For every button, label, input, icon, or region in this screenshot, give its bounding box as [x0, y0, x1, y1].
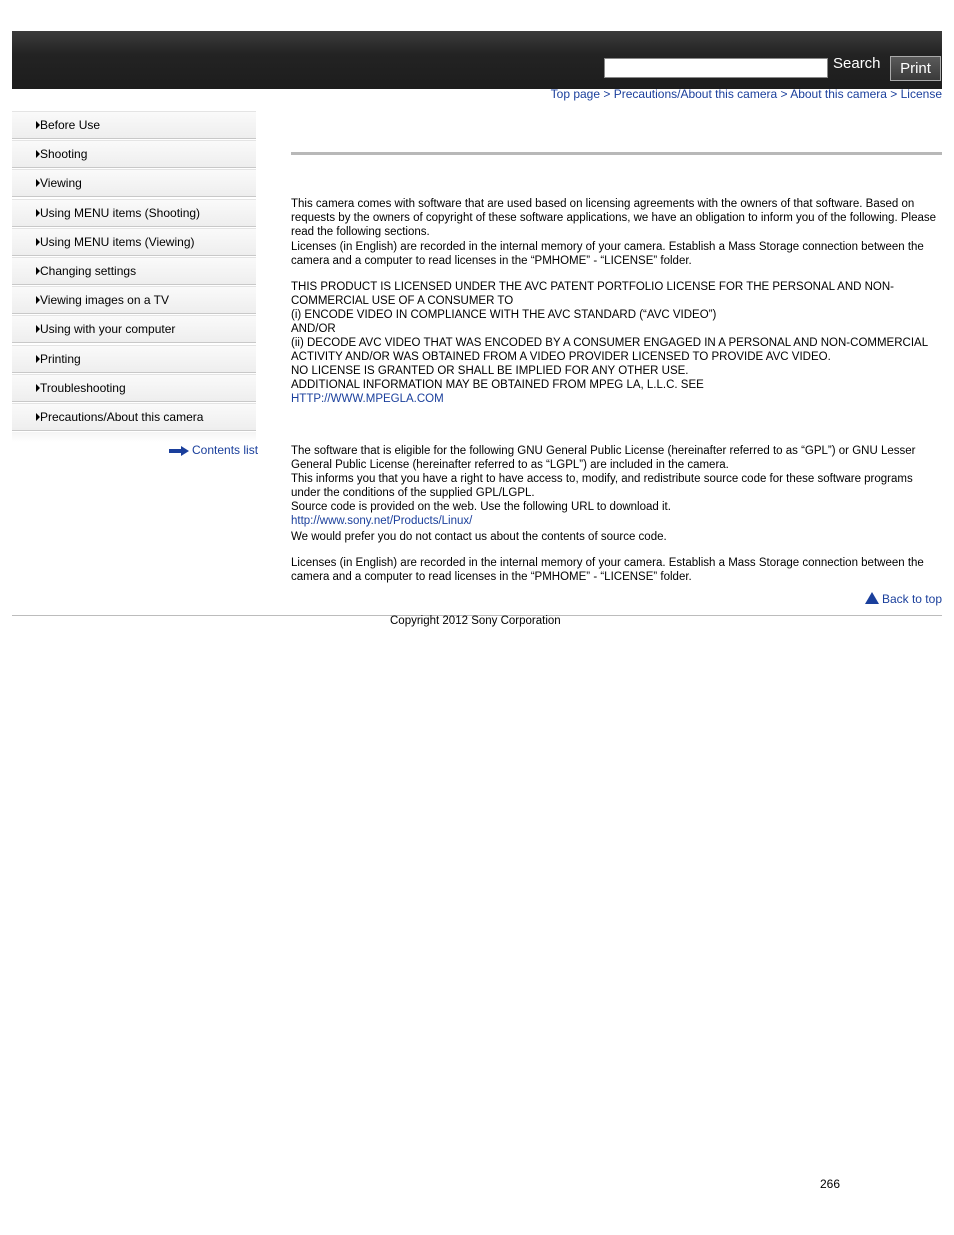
- sidebar-item-label: Viewing images on a TV: [40, 293, 169, 308]
- breadcrumb-precautions[interactable]: Precautions/About this camera: [613, 87, 778, 101]
- breadcrumb-top-page[interactable]: Top page: [550, 87, 601, 101]
- sidebar-item-changing-settings[interactable]: [12, 257, 256, 285]
- contents-list-link[interactable]: [169, 443, 258, 457]
- sidebar-item-viewing[interactable]: [12, 169, 256, 197]
- gpl-intro-text: The software that is eligible for the following GNU General Public License (hereinafter referred to as “GPL”) or GNU Lesser General Public License (hereinafter referred to as “LGPL”) are included in the camera.: [291, 445, 916, 471]
- gpl-rights-text: This informs you that you have a right to have access to, modify, and redistribute source code for these software programs under the conditions of the supplied GPL/LGPL.: [291, 473, 913, 499]
- gpl-license-location-text: Licenses (in English) are recorded in the internal memory of your camera. Establish a Mass Storage connection between the camera and a computer to read licenses in the “PMHOME” - “LICENSE” folder.: [291, 557, 924, 583]
- breadcrumb-separator: >: [603, 87, 611, 101]
- sidebar-item-troubleshooting[interactable]: [12, 374, 256, 402]
- breadcrumb: [551, 87, 942, 101]
- sidebar-item-menu-shooting[interactable]: [12, 199, 256, 227]
- page-number: 266: [820, 1177, 841, 1191]
- avc-andor-text: AND/OR: [291, 323, 336, 335]
- sony-linux-link[interactable]: http://www.sony.net/Products/Linux/: [291, 515, 473, 527]
- sidebar-item-label: Changing settings: [40, 263, 137, 278]
- sidebar-item-viewing-tv[interactable]: [12, 286, 256, 314]
- breadcrumb-separator: >: [780, 87, 788, 101]
- sidebar-nav: [12, 111, 256, 442]
- intro-license-paragraph: Licenses (in English) are recorded in the internal memory of your camera. Establish a Mass Storage connection between the camera and a computer to read licenses in the “PMHOME” - “LICENSE” folder.: [291, 241, 924, 267]
- back-to-top-label: Back to top: [881, 592, 942, 606]
- sidebar-item-label: Troubleshooting: [40, 380, 126, 395]
- sidebar-item-printing[interactable]: [12, 345, 256, 373]
- avc-no-license-text: NO LICENSE IS GRANTED OR SHALL BE IMPLIED FOR ANY OTHER USE.: [291, 365, 689, 377]
- title-divider: [291, 152, 942, 155]
- avc-decode-text: (ii) DECODE AVC VIDEO THAT WAS ENCODED BY A CONSUMER ENGAGED IN A PERSONAL AND NON-COMMERCIAL ACTIVITY AND/OR WAS OBTAINED FROM A VIDEO PROVIDER LICENSED TO PROVIDE AVC VIDEO.: [291, 337, 928, 363]
- sidebar-item-before-use[interactable]: [12, 111, 256, 139]
- sidebar-item-menu-viewing[interactable]: [12, 228, 256, 256]
- avc-encode-text: (i) ENCODE VIDEO IN COMPLIANCE WITH THE AVC STANDARD (“AVC VIDEO”): [291, 309, 717, 321]
- copyright-text: Copyright 2012 Sony Corporation: [390, 615, 561, 627]
- breadcrumb-separator: >: [890, 87, 898, 101]
- arrow-right-icon: [169, 446, 189, 456]
- contents-list-label: Contents list: [192, 443, 259, 457]
- gpl-contact-text: We would prefer you do not contact us about the contents of source code.: [291, 531, 667, 543]
- avc-license-text: THIS PRODUCT IS LICENSED UNDER THE AVC PATENT PORTFOLIO LICENSE FOR THE PERSONAL AND NON-COMMERCIAL USE OF A CONSUMER TO: [291, 281, 895, 307]
- sidebar-item-computer[interactable]: [12, 315, 256, 343]
- sidebar-item-label: Using MENU items (Viewing): [40, 234, 195, 249]
- breadcrumb-about-camera[interactable]: About this camera: [790, 87, 887, 101]
- sidebar-item-label: Using MENU items (Shooting): [40, 205, 201, 220]
- sidebar-footer: [12, 432, 256, 442]
- breadcrumb-license[interactable]: License: [900, 87, 942, 101]
- avc-additional-info-text: ADDITIONAL INFORMATION MAY BE OBTAINED FROM MPEG LA, L.L.C. SEE: [291, 379, 704, 391]
- mpegla-link[interactable]: HTTP://WWW.MPEGLA.COM: [291, 393, 444, 405]
- sidebar-item-label: Shooting: [40, 147, 88, 162]
- gpl-source-text: Source code is provided on the web. Use the following URL to download it.: [291, 501, 671, 513]
- sidebar-item-label: Printing: [40, 351, 81, 366]
- sidebar-item-label: Before Use: [40, 118, 101, 132]
- sidebar-item-label: Using with your computer: [40, 322, 176, 337]
- sidebar-item-shooting[interactable]: [12, 140, 256, 168]
- back-to-top-link[interactable]: [865, 592, 942, 606]
- triangle-up-icon: [865, 592, 879, 604]
- print-button[interactable]: Print: [890, 56, 941, 81]
- search-input[interactable]: [604, 58, 828, 78]
- sidebar-item-label: Precautions/About this camera: [40, 409, 204, 424]
- sidebar-item-label: Viewing: [40, 176, 82, 191]
- search-button[interactable]: Search: [833, 55, 881, 72]
- intro-paragraph: This camera comes with software that are used based on licensing agreements with the owners of that software. Based on requests by the owners of copyright of these software applications, we have an obligation to inform you of the following. Please read the following sections.: [291, 198, 937, 238]
- sidebar-item-precautions[interactable]: [12, 403, 256, 431]
